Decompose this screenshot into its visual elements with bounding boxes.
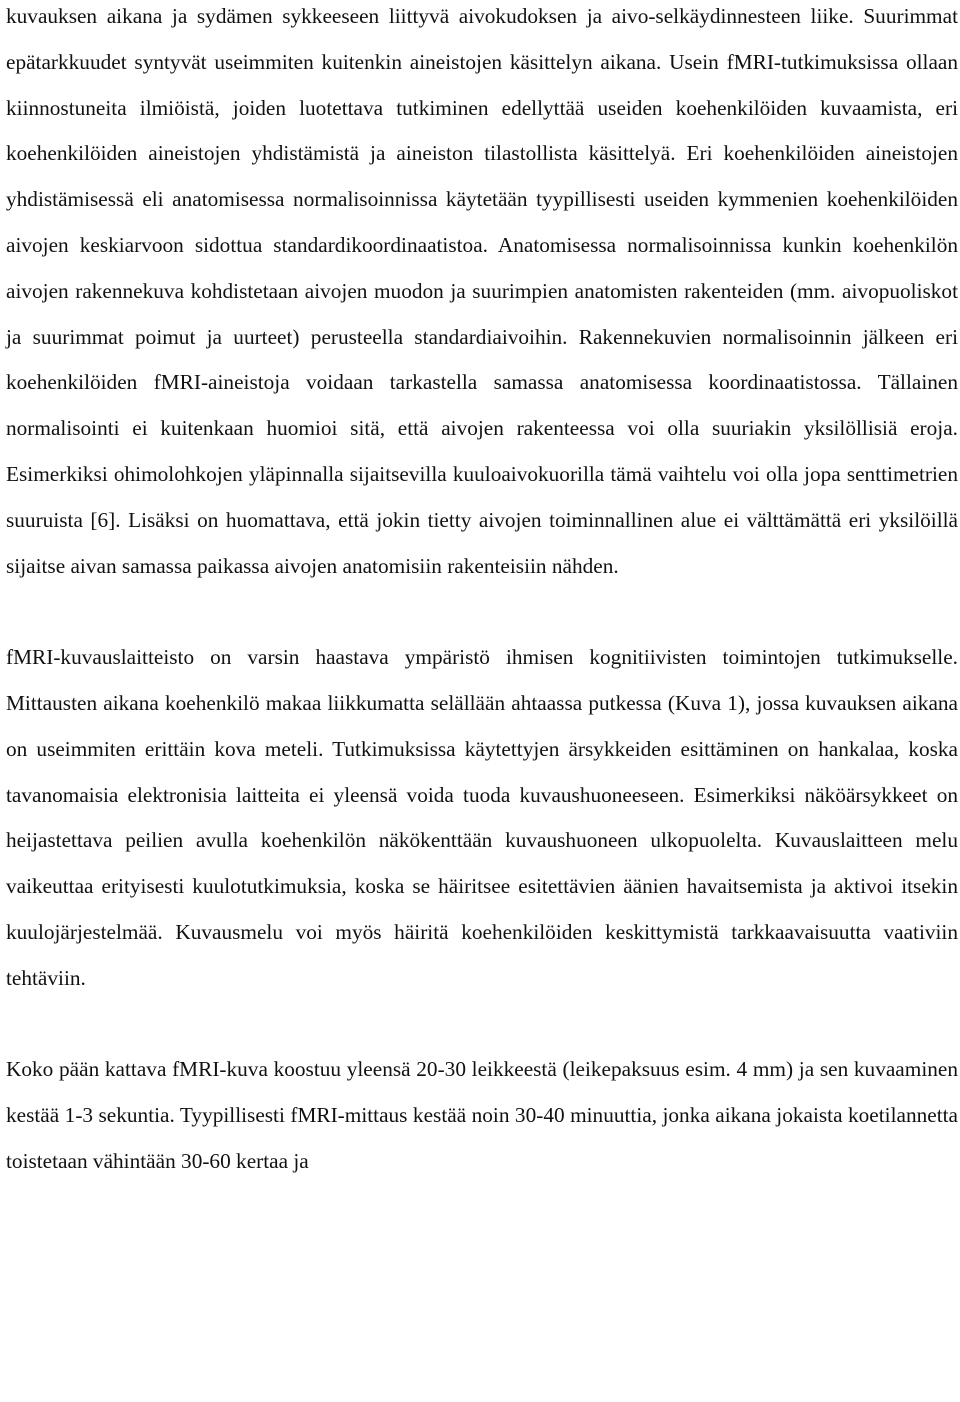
- paragraph-fmri-image: Koko pään kattava fMRI-kuva koostuu yleensä 20-30 leikkeestä (leikepaksuus esim. 4 mm) ja sen kuvaaminen kestää 1-3 sekuntia. Tyypillisesti fMRI-mittaus kestää noin 30-40 minuuttia, jonka aikana jokaista koetilannetta toistetaan vähintään 30-60 kertaa ja: [6, 1057, 958, 1173]
- paragraph-normalization: kuvauksen aikana ja sydämen sykkeeseen liittyvä aivokudoksen ja aivo-selkäydinnesteen liike. Suurimmat epätarkkuudet syntyvät useimmiten kuitenkin aineistojen käsittelyn aikana. Usein fMRI-tutkimuksissa ollaan kiinnostuneita ilmiöistä, joiden luotettava tutkiminen edellyttää useiden koehenkilöiden kuvaamista, eri koehenkilöiden aineistojen yhdistämistä ja aineiston tilastollista käsittelyä. Eri koehenkilöiden aineistojen yhdistämisessä eli anatomisessa normalisoinnissa käytetään tyypillisesti useiden kymmenien koehenkilöiden aivojen keskiarvoon sidottua standardikoordinaatistoa. Anatomisessa normalisoinnissa kunkin koehenkilön aivojen rakennekuva kohdistetaan aivojen muodon ja suurimpien anatomisten rakenteiden (mm. aivopuoliskot ja suurimmat poimut ja uurteet) perusteella standardiaivoihin. Rakennekuvien normalisoinnin jälkeen eri koehenkilöiden fMRI-aineistoja voidaan tarkastella samassa anatomisessa koordinaatistossa. Tällainen normalisointi ei kuitenkaan huomioi sitä, että aivojen rakenteessa voi olla suuriakin yksilöllisiä eroja. Esimerkiksi ohimolohkojen yläpinnalla sijaitsevilla kuuloaivokuorilla tämä vaihtelu voi olla jopa senttimetrien suuruista [6]. Lisäksi on huomattava, että jokin tietty aivojen toiminnallinen alue ei välttämättä eri yksilöillä sijaitse aivan samassa paikassa aivojen anatomisiin rakenteisiin nähden.: [6, 4, 958, 578]
- document-page: [6, 0, 958, 1185]
- paragraph-scanner-environment: fMRI-kuvauslaitteisto on varsin haastava ympäristö ihmisen kognitiivisten toimintojen tutkimukselle. Mittausten aikana koehenkilö makaa liikkumatta selällään ahtaassa putkessa (Kuva 1), jossa kuvauksen aikana on useimmiten erittäin kova meteli. Tutkimuksissa käytettyjen ärsykkeiden esittäminen on hankalaa, koska tavanomaisia elektronisia laitteita ei yleensä voida tuoda kuvaushuoneeseen. Esimerkiksi näköärsykkeet on heijastettava peilien avulla koehenkilön näkökenttään kuvaushuoneen ulkopuolelta. Kuvauslaitteen melu vaikeuttaa erityisesti kuulotutkimuksia, koska se häiritsee esitettävien äänien havaitsemista ja aktivoi itsekin kuulojärjestelmää. Kuvausmelu voi myös häiritä koehenkilöiden keskittymistä tarkkaavaisuutta vaativiin tehtäviin.: [6, 645, 958, 990]
